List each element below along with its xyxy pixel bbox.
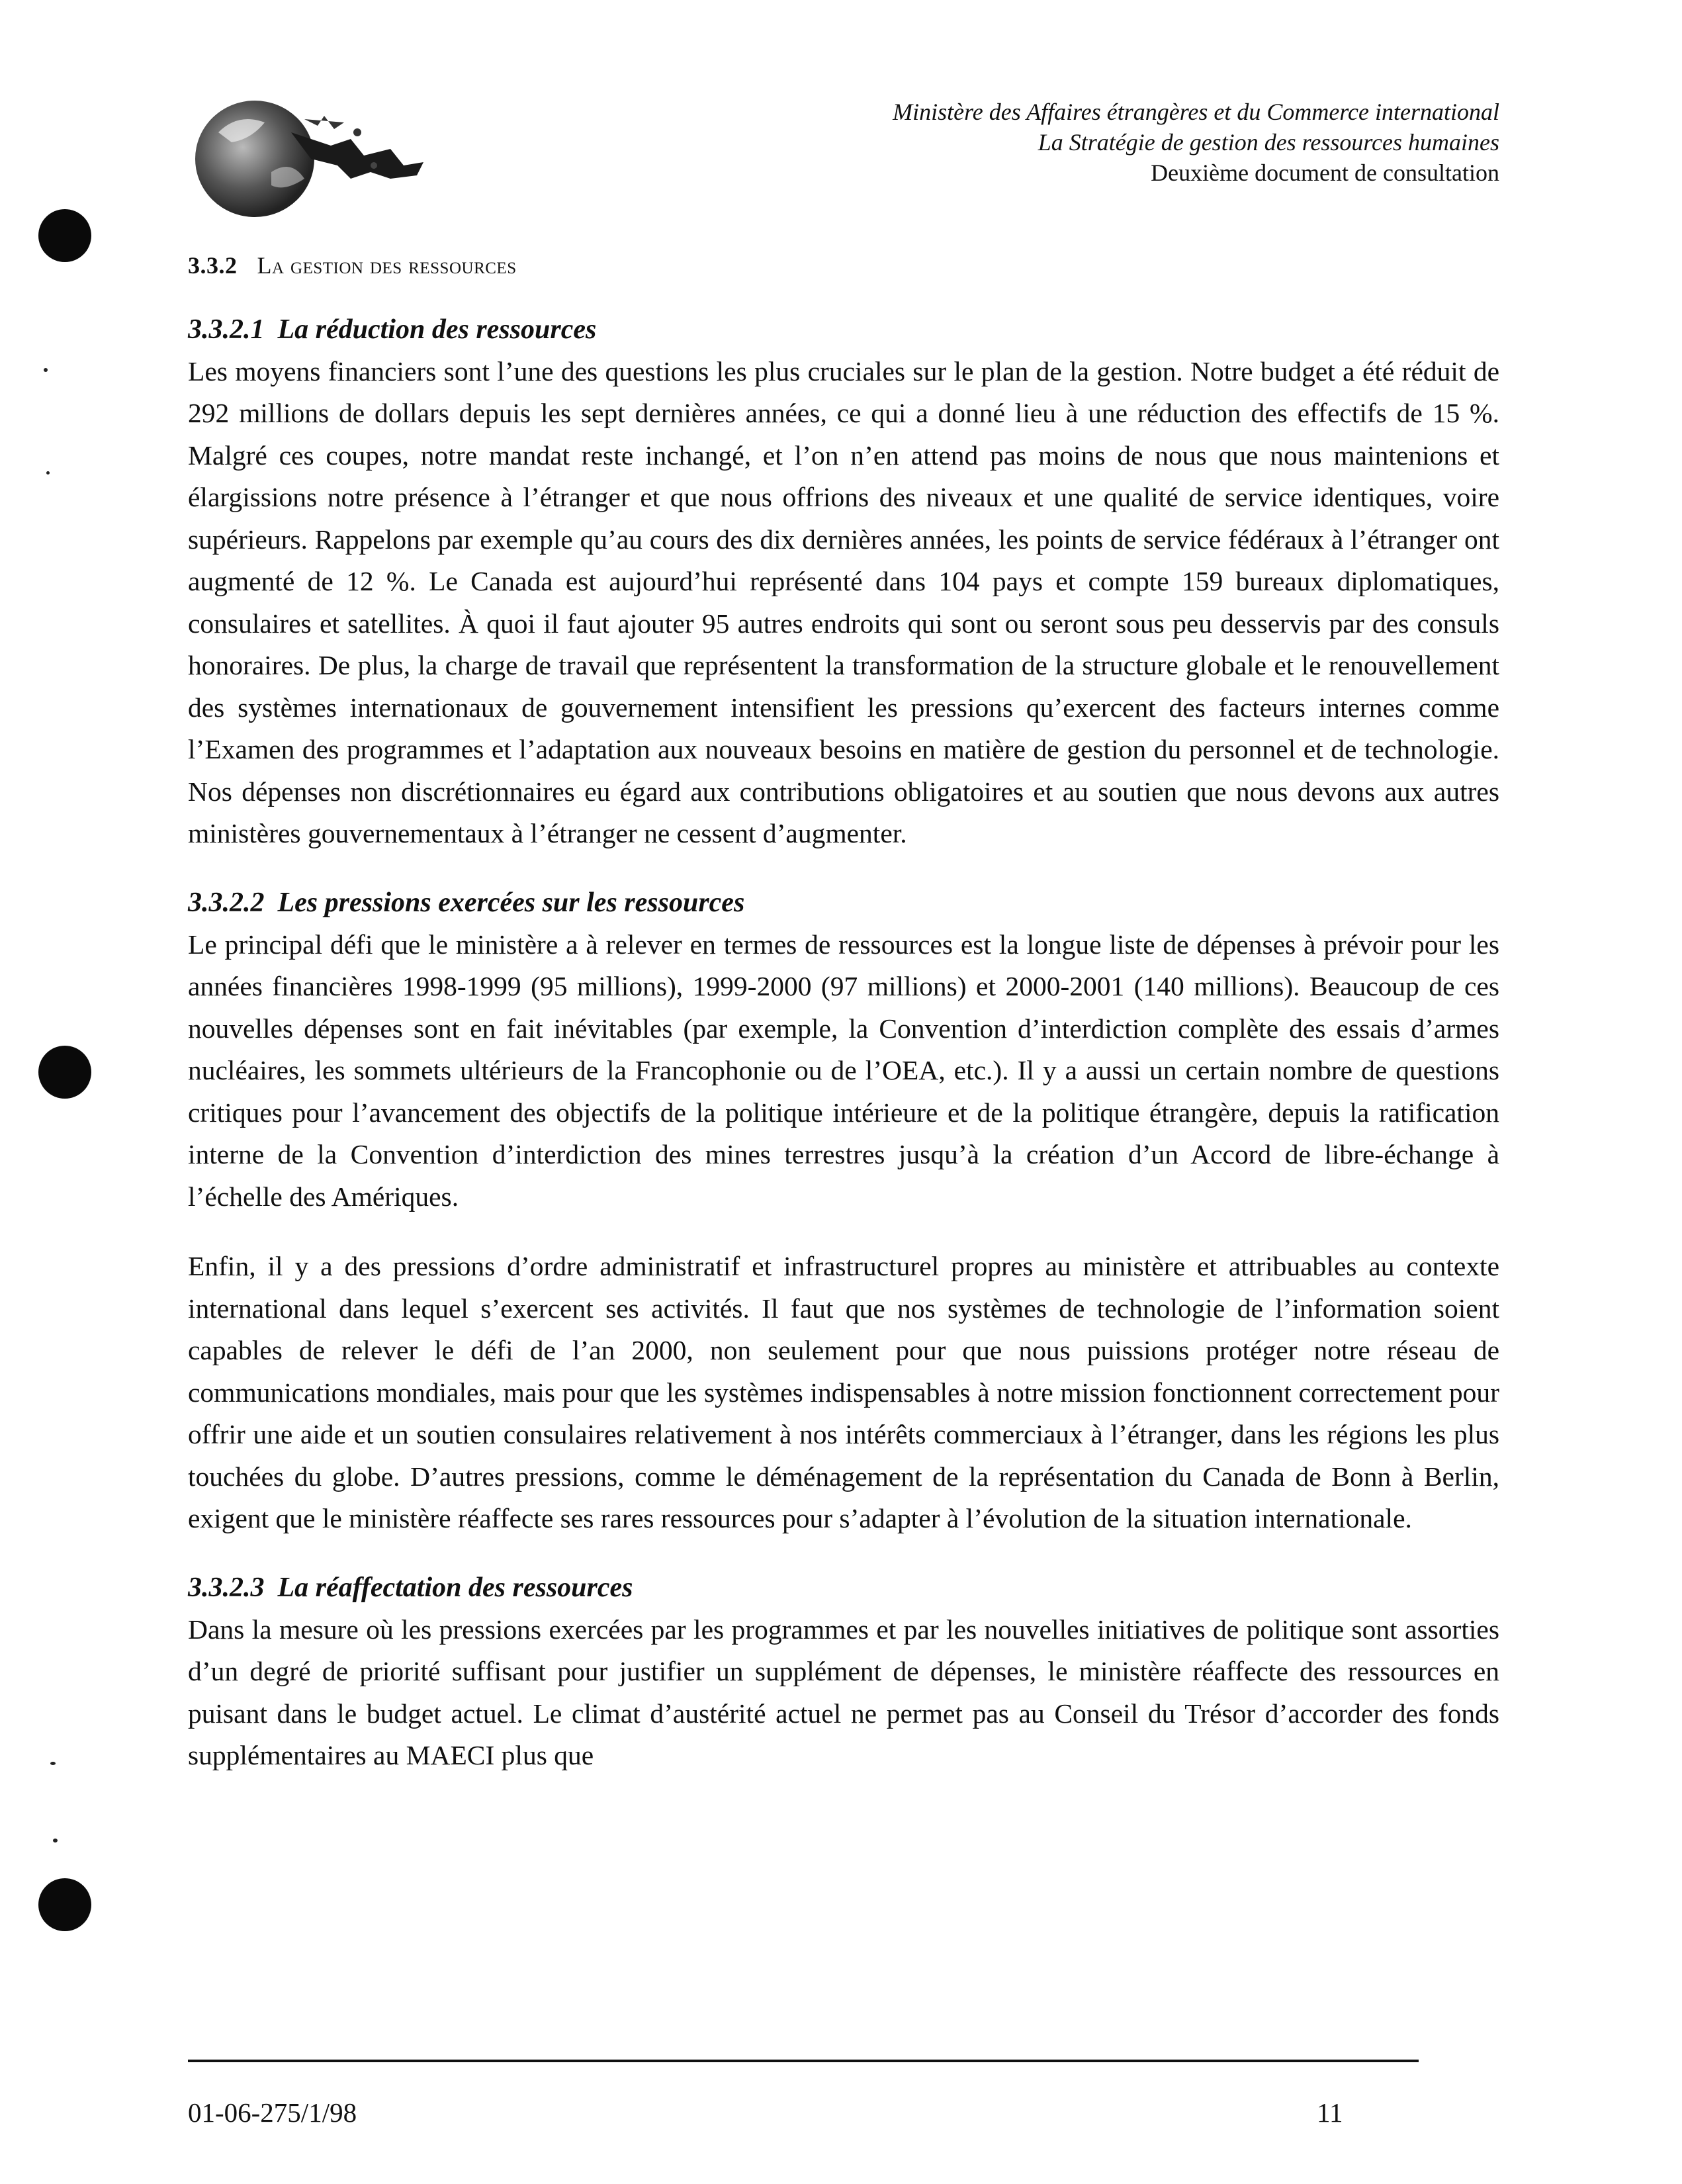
header-strategy: La Stratégie de gestion des ressources humaines	[1038, 129, 1499, 156]
section-heading	[188, 245, 1499, 287]
scan-speck	[46, 471, 50, 475]
paragraph: Le principal défi que le ministère a à relever en termes de ressources est la longue liste de dépenses à prévoir pour les années financières 1998-1999 (95 millions), 1999-2000 (97 millions) et 2000-2001 (140 millions). Beaucoup de ces nouvelles dépenses sont en fait inévitables (par exemple, la Convention d’interdiction complète des essais d’armes nucléaires, les sommets ultérieurs de la Francophonie ou de l’OEA, etc.). Il y a aussi un certain nombre de questions critiques pour l’avancement des objectifs de la politique intérieure et de la politique étrangère, depuis la ratification interne de la Convention d’interdiction des mines terrestres jusqu’à la création d’un Accord de libre-échange à l’échelle des Amériques.	[188, 929, 1499, 1212]
subsection-heading-1	[188, 310, 1499, 349]
paragraph: Enfin, il y a des pressions d’ordre administratif et infrastructurel propres au ministère et attribuables au contexte international dans lequel s’exercent ses activités. Il faut que nos systèmes de technologie de l’information soient capables de relever le défi de l’an 2000, non seulement pour que nous puissions protéger notre réseau de communications mondiales, mais pour que les systèmes indispensables à notre mission fonctionnent correctement pour offrir une aide et un soutien consulaires relativement à nos intérêts commerciaux à l’étranger, dans les régions les plus touchées du globe. D’autres pressions, comme le déménagement de la représentation du Canada de Bonn à Berlin, exigent que le ministère réaffecte ses rares ressources pour s’adapter à l’évolution de la situation internationale.	[188, 1251, 1499, 1533]
subsection-title: La réduction des ressources	[277, 314, 597, 345]
subsection-number: 3.3.2.3	[188, 1572, 265, 1603]
footer-rule	[188, 2060, 1419, 2062]
subsection-title: Les pressions exercées sur les ressources	[277, 887, 745, 918]
header-consultation: Deuxième document de consultation	[1151, 159, 1499, 186]
subsection-heading-2	[188, 883, 1499, 923]
header-ministry: Ministère des Affaires étrangères et du Commerce international	[893, 99, 1499, 125]
section-title: La gestion des ressources	[257, 252, 517, 279]
subsection-heading-3	[188, 1568, 1499, 1608]
section-number: 3.3.2	[188, 252, 238, 279]
document-header	[893, 97, 1499, 188]
binder-hole-middle	[38, 1046, 91, 1099]
paragraph: Dans la mesure où les pressions exercées par les programmes et par les nouvelles initiatives de politique sont assorties d’un degré de priorité suffisant pour justifier un supplément de dépenses, le ministère réaffecte des ressources en puisant dans le budget actuel. Le climat d’austérité actuel ne permet pas au Conseil du Trésor d’accorder des fonds supplémentaires au MAECI plus que	[188, 1614, 1499, 1770]
globe-logo	[192, 93, 443, 225]
footer-page-number: 11	[1317, 2097, 1343, 2128]
subsection-number: 3.3.2.2	[188, 887, 265, 918]
scan-speck	[44, 368, 48, 372]
document-body	[188, 238, 1499, 1805]
binder-hole-bottom	[38, 1878, 91, 1931]
footer-doc-number: 01-06-275/1/98	[188, 2097, 357, 2128]
subsection-title: La réaffectation des ressources	[277, 1572, 633, 1603]
binder-hole-top	[38, 209, 91, 262]
subsection-number: 3.3.2.1	[188, 314, 265, 345]
scan-speck	[53, 1839, 58, 1843]
paragraph: Les moyens financiers sont l’une des questions les plus cruciales sur le plan de la gestion. Notre budget a été réduit de 292 millions de dollars depuis les sept dernières années, ce qui a donné lieu à une réduction des effectifs de 15 %. Malgré ces coupes, notre mandat reste inchangé, et l’on n’en attend pas moins de nous que nous maintenions et élargissions notre présence à l’étranger et que nous offrions des niveaux et une qualité de service identiques, voire supérieurs. Rappelons par exemple qu’au cours des dix dernières années, les points de service fédéraux à l’étranger ont augmenté de 12 %. Le Canada est aujourd’hui représenté dans 104 pays et compte 159 bureaux diplomatiques, consulaires et satellites. À quoi il faut ajouter 95 autres endroits qui sont ou seront sous peu desservis par des consuls honoraires. De plus, la charge de travail que représentent la transformation de la structure globale et le renouvellement des systèmes internationaux de gouvernement intensifient les pressions qu’exercent des facteurs internes comme l’Examen des programmes et l’adaptation aux nouveaux besoins en matière de gestion du personnel et de technologie. Nos dépenses non discrétionnaires eu égard aux contributions obligatoires et au soutien que nous devons aux autres ministères gouvernementaux à l’étranger ne cessent d’augmenter.	[188, 355, 1499, 848]
scan-speck	[50, 1762, 56, 1765]
